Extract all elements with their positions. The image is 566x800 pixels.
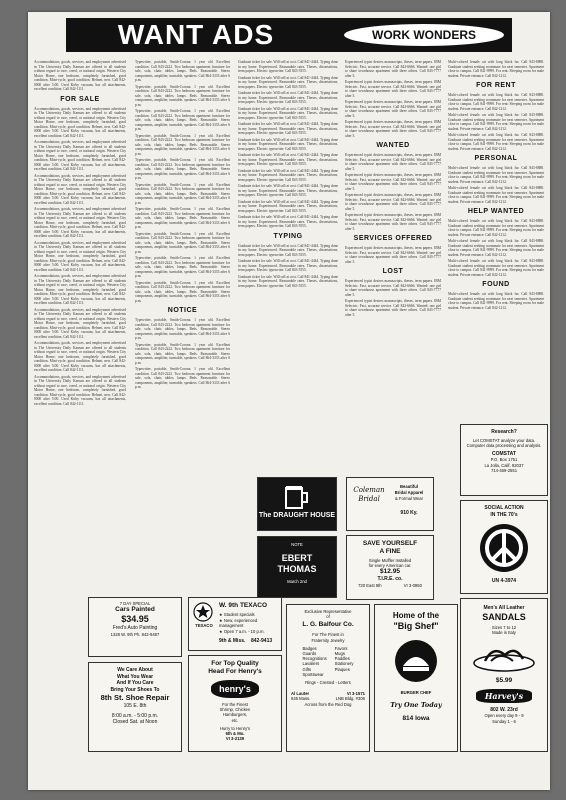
- column-text: Graduate ticket for sale. Will sell at cost. Call 841-4444. Typing done in my home. Experienced. Reasonable rates. Theses, dissertations, term papers. Electric typewriter. Call 843-5555.: [238, 168, 338, 182]
- column-text: Graduate ticket for sale. Will sell at cost. Call 841-4444. Typing done in my home. Experienced. Reasonable rates. Theses, dissertations, term papers. Electric typewriter. Call 843-5555.: [238, 137, 338, 151]
- column-text: Experienced typist desires manuscripts, theses, term papers. IBM Selectric. Fast, accurate service. Call 842-6666. Wanted: one girl to share townhouse apartment with three others. Call 843-7777 after 5.: [345, 246, 441, 264]
- column-text: Typewriter, portable, Smith-Corona. 1 year old. Excellent condition. Call 843-2222. Two bedroom apartment furniture for sale, sofa, chair, tables, lamps. Beds. Reasonable. Stereo components, amplifier, turntable, speakers. Call 864-3333 after 6 p.m.: [135, 182, 230, 205]
- ad-headline: SOCIAL ACTION: [484, 505, 524, 511]
- ad-cars-painted: [88, 597, 182, 657]
- column-text: Multi-colored female cat with long black fur. Call 843-8888. Graduate student seeking roommate for next semester. Apartment close to campus. Call 841-9999. For rent: Sleeping room for male student. Private entrance. Call 842-1212.: [448, 133, 544, 151]
- ad-address: 910 Ky.: [400, 510, 418, 516]
- ad-headline: Men's All Leather: [483, 605, 525, 611]
- column-text: Multi-colored female cat with long black fur. Call 843-8888. Graduate student seeking roommate for next semester. Apartment close to campus. Call 841-9999. For rent: Sleeping room for male student. Private entrance. Call 842-1212.: [448, 166, 544, 184]
- peace-symbol-icon: [478, 522, 530, 574]
- heading-typing: TYPING: [273, 232, 303, 240]
- ad-phone: 714-459-2551: [490, 467, 518, 473]
- ad-line: etc.: [231, 717, 239, 723]
- column-text: Multi-colored female cat with long black fur. Call 843-8888. Graduate student seeking roommate for next semester. Apartment close to campus. Call 841-9999. For rent: Sleeping room for male student. Private entrance. Call 842-1212.: [448, 239, 544, 257]
- column-text: Graduate ticket for sale. Will sell at cost. Call 841-4444. Typing done in my home. Experienced. Reasonable rates. Theses, dissertations, term papers. Electric typewriter. Call 843-5555.: [238, 153, 338, 166]
- heading-for-rent: FOR RENT: [476, 82, 516, 89]
- heading-notice: NOTICE: [167, 307, 198, 314]
- ad-line: Rings - Crested - Letters: [305, 680, 351, 686]
- column-text: Experienced typist desires manuscripts, theses, term papers. IBM Selectric. Fast, accurate service. Call 842-6666. Wanted: one girl to share townhouse apartment with three others. Call 843-7777 after 5.: [345, 153, 441, 171]
- column-text: Graduate ticket for sale. Will sell at cost. Call 841-4444. Typing done in my home. Experienced. Reasonable rates. Theses, dissertations, term papers. Electric typewriter. Call 843-5555.: [238, 259, 338, 272]
- product-item: Recognitions: [302, 656, 327, 662]
- column-text: Graduate ticket for sale. Will sell at cost. Call 841-4444. Typing done in my home. Experienced. Reasonable rates. Theses, dissertations, term papers. Electric typewriter. Call 843-5555.: [238, 243, 338, 257]
- ad-line: Cars Painted: [115, 606, 155, 614]
- ad-tire-co: [346, 535, 434, 600]
- ad-headline: Head For Henry's: [208, 668, 262, 675]
- ad-name: T.I.R.E. co.: [377, 576, 403, 583]
- henrys-logo: henry's: [211, 680, 259, 698]
- product-item: Lavaliers: [302, 661, 320, 667]
- ad-line: ★ Open 7 a.m. - 10 p.m.: [219, 629, 265, 634]
- column-text: Multi-colored female cat with long black fur. Call 843-8888. Graduate student seeking roommate for next semester. Apartment close to campus. Call 841-9999. For rent: Sleeping room for male student. Private entrance. Call 842-1212.: [448, 219, 544, 237]
- column-text: Graduate ticket for sale. Will sell at cost. Call 841-4444. Typing done in my home. Experienced. Reasonable rates. Theses, dissertations, term papers. Electric typewriter. Call 843-5555.: [238, 91, 338, 104]
- column-text: Graduate ticket for sale. Will sell at cost. Call 841-4444. Typing done in my home. Experienced. Reasonable rates. Theses, dissertations, term papers. Electric typewriter. Call 843-5555.: [238, 106, 338, 120]
- beer-mug-icon: [282, 484, 312, 510]
- ad-price: $5.99: [495, 676, 513, 684]
- want-ads-banner: [66, 18, 512, 52]
- ad-line: ★ New, experienced management: [219, 618, 258, 629]
- column-text: Accommodations, goods, services, and employment advertised in The University Daily Kansan are offered to all students without regard to race, creed, or national origin. Western City Motor Home, one bedroom, completely furnished, good condition. Mini-cycle, good condition. Helmet, new. Call 842-0000 after 5:00. Used Kirby vacuum, has all attachments, excellent condition. Call 842-1111.: [34, 341, 126, 372]
- column-text: Experienced typist desires manuscripts, theses, term papers. IBM Selectric. Fast, accurate service. Call 842-6666. Wanted: one girl to share townhouse apartment with three others. Call 843-7777 after 5.: [345, 213, 441, 231]
- ad-name: THOMAS: [277, 564, 317, 575]
- newspaper-page: [28, 12, 550, 790]
- column-text: Graduate ticket for sale. Will sell at cost. Call 841-4444. Typing done in my home. Experienced. Reasonable rates. Theses, dissertations, term papers. Electric typewriter. Call 843-5555.: [238, 215, 338, 228]
- ad-line: Fred's Auto Painting: [112, 625, 158, 632]
- ad-address: 6th & Mo.: [225, 731, 245, 737]
- heading-lost: LOST: [382, 268, 404, 275]
- ad-headline: SAVE YOURSELF: [362, 540, 418, 547]
- column-text: Multi-colored female cat with long black fur. Call 843-8888. Graduate student seeking roommate for next semester. Apartment close to campus. Call 841-9999. For rent: Sleeping room for male student. Private entrance. Call 842-1212.: [448, 259, 544, 277]
- ad-headline: For Top Quality: [211, 660, 259, 667]
- column-text: Typewriter, portable, Smith-Corona. 1 year old. Excellent condition. Call 843-2222. Two bedroom apartment furniture for sale, sofa, chair, tables, lamps. Beds. Reasonable. Stereo components, amplifier, turntable, speakers. Call 864-3333 after 6 p.m.: [135, 133, 230, 156]
- ad-line: Sizes 7 to 12: [491, 624, 517, 630]
- ad-line: For The Finest in: [312, 632, 344, 638]
- ad-line: Exclusive Representative: [304, 609, 352, 614]
- column-text: Typewriter, portable, Smith-Corona. 1 year old. Excellent condition. Call 843-2222. Two bedroom apartment furniture for sale, sofa, chair, tables, lamps. Beds. Reasonable. Stereo components, amplifier, turntable, speakers. Call 864-3333 after 6 p.m.: [135, 84, 230, 107]
- ad-headline: Home of the: [392, 611, 440, 620]
- column-text: Experienced typist desires manuscripts, theses, term papers. IBM Selectric. Fast, accurate service. Call 842-6666. Wanted: one girl to share townhouse apartment with three others. Call 843-7777 after 5.: [345, 60, 441, 78]
- ad-line: Bring Your Shoes To: [110, 686, 160, 693]
- column-text: Accommodations, goods, services, and employment advertised in The University Daily Kansan are offered to all students without regard to race, creed, or national origin. Western City Motor Home, one bedroom, completely furnished, good condition. Mini-cycle, good condition. Helmet, new. Call 842-0000 after 5:00. Used Kirby vacuum, has all attachments, excellent condition. Call 842-1111.: [34, 374, 126, 406]
- classifieds-column-2: [135, 60, 230, 389]
- sandal-icon: [471, 641, 537, 675]
- classifieds-column-3: [238, 60, 338, 470]
- ad-date: March 2nd: [287, 579, 307, 585]
- column-text: Typewriter, portable, Smith-Corona. 1 year old. Excellent condition. Call 843-2222. Two bedroom apartment furniture for sale, sofa, chair, tables, lamps. Beds. Reasonable. Stereo components, amplifier, turntable, speakers. Call 864-3333 after 6 p.m.: [135, 256, 230, 278]
- column-text: Experienced typist desires manuscripts, theses, term papers. IBM Selectric. Fast, accurate service. Call 842-6666. Wanted: one girl to share townhouse apartment with three others. Call 843-7777 after 5.: [345, 299, 441, 317]
- tire-contact: [347, 583, 433, 588]
- product-item: Paddles: [334, 656, 350, 662]
- product-item: Mugs: [334, 651, 345, 657]
- ad-line: 1328 W. 9th Ph. 842-9487: [110, 631, 160, 637]
- balfour-contact: [287, 685, 369, 696]
- texaco-brand: TEXACO: [195, 623, 213, 628]
- ad-address: 105 E. 8th: [123, 703, 147, 709]
- balfour-product-list: [287, 646, 369, 677]
- column-text: Graduate ticket for sale. Will sell at cost. Call 841-4444. Typing done in my home. Experienced. Reasonable rates. Theses, dissertations, term papers. Electric typewriter. Call 843-5555.: [238, 184, 338, 197]
- ad-price: $34.95: [121, 614, 149, 625]
- classifieds-column-1: [34, 60, 126, 406]
- banner-tag: WORK WONDERS: [344, 24, 504, 46]
- column-text: Graduate ticket for sale. Will sell at cost. Call 841-4444. Typing done in my home. Experienced. Reasonable rates. Theses, dissertations, term papers. Electric typewriter. Call 843-5555.: [238, 75, 338, 89]
- burger-chef-logo-icon: [393, 638, 439, 684]
- column-text: Experienced typist desires manuscripts, theses, term papers. IBM Selectric. Fast, accurate service. Call 842-6666. Wanted: one girl to share townhouse apartment with three others. Call 843-7777 after 5.: [345, 80, 441, 98]
- ad-line: What You Wear: [116, 673, 154, 680]
- product-item: Favors: [334, 645, 348, 651]
- column-text: Graduate ticket for sale. Will sell at cost. Call 841-4444. Typing done in my home. Experienced. Reasonable rates. Theses, dissertations, term papers. Electric typewriter. Call 843-5555.: [238, 122, 338, 135]
- column-text: Accommodations, goods, services, and employment advertised in The University Daily Kansan are offered to all students without regard to race, creed, or national origin. Western City Motor Home, one bedroom, completely furnished, good condition. Mini-cycle, good condition. Helmet, new. Call 842-0000 after 5:00. Used Kirby vacuum, has all attachments, excellent condition. Call 842-1111.: [34, 140, 126, 171]
- ad-comstat: [460, 424, 548, 496]
- ad-line: Let COMSTAT analyze your data.: [472, 437, 536, 443]
- ad-line: NOTE: [291, 542, 303, 547]
- column-text: Multi-colored female cat with long black fur. Call 843-8888. Graduate student seeking roommate for next semester. Apartment close to campus. Call 841-9999. For rent: Sleeping room for male student. Private entrance. Call 842-1212.: [448, 60, 544, 78]
- ad-line: Single Muffler Installed: [368, 558, 412, 563]
- heading-services-offered: SERVICES OFFERED: [353, 235, 433, 242]
- ad-line: And If You Care: [116, 680, 154, 686]
- ad-phone: VI 3-1571: [346, 691, 365, 697]
- column-text: Typewriter, portable, Smith-Corona. 1 year old. Excellent condition. Call 843-2222. Two bedroom apartment furniture for sale, sofa, chair, tables, lamps. Beds. Reasonable. Stereo components, amplifier, turntable, speakers. Call 864-3333 after 6 p.m.: [135, 109, 230, 131]
- ad-name: EBERT: [281, 553, 313, 564]
- ad-henrys: [188, 655, 282, 752]
- ad-hours: Open every day 9 - 9: [484, 713, 524, 719]
- ad-line: 7 DAY SPECIAL: [119, 601, 151, 606]
- column-text: Typewriter, portable, Smith-Corona. 1 year old. Excellent condition. Call 843-2222. Two bedroom apartment furniture for sale, sofa, chair, tables, lamps. Beds. Reasonable. Stereo components, amplifier, turntable, speakers. Call 864-3333 after 6 p.m.: [135, 318, 230, 340]
- ad-logo-text: BURGER CHEF: [400, 690, 432, 695]
- column-text: Graduate ticket for sale. Will sell at cost. Call 841-4444. Typing done in my home. Experienced. Reasonable rates. Theses, dissertations, term papers. Electric typewriter. Call 843-5555.: [238, 60, 338, 73]
- column-text: Accommodations, goods, services, and employment advertised in The University Daily Kansan are offered to all students without regard to race, creed, or national origin. Western City Motor Home, one bedroom, completely furnished, good condition. Mini-cycle, good condition. Helmet, new. Call 842-0000 after 5:00. Used Kirby vacuum, has all attachments, excellent condition. Call 842-1111.: [34, 307, 126, 339]
- column-text: Accommodations, goods, services, and employment advertised in The University Daily Kansan are offered to all students without regard to race, creed, or national origin. Western City Motor Home, one bedroom, completely furnished, good condition. Mini-cycle, good condition. Helmet, new. Call 842-0000 after 5:00. Used Kirby vacuum, has all attachments, excellent condition. Call 842-1111.: [34, 106, 126, 138]
- ad-line: ★ Student specials: [219, 612, 255, 617]
- column-text: Experienced typist desires manuscripts, theses, term papers. IBM Selectric. Fast, accurate service. Call 842-6666. Wanted: one girl to share townhouse apartment with three others. Call 843-7777 after 5.: [345, 279, 441, 297]
- product-item: Plaques: [334, 666, 350, 672]
- ad-address: 645 Mass.: [291, 696, 311, 702]
- ad-name: W. 9th TEXACO: [219, 602, 268, 609]
- product-item: Stationery: [334, 661, 354, 667]
- ad-headline: SANDALS: [482, 611, 526, 622]
- column-text: Experienced typist desires manuscripts, theses, term papers. IBM Selectric. Fast, accurate service. Call 842-6666. Wanted: one girl to share townhouse apartment with three others. Call 843-7777 after 5.: [345, 120, 441, 138]
- ad-line: Hamburgers,: [222, 712, 248, 718]
- ad-ebert-thomas: [257, 536, 337, 598]
- column-text: Experienced typist desires manuscripts, theses, term papers. IBM Selectric. Fast, accurate service. Call 842-6666. Wanted: one girl to share townhouse apartment with three others. Call 843-7777 after 5.: [345, 173, 441, 191]
- column-text: Accommodations, goods, services, and employment advertised in The University Daily Kansan are offered to all students without regard to race, creed, or national origin. Western City Motor Home, one bedroom, completely furnished, good condition. Mini-cycle, good condition. Helmet, new. Call 842-0000 after 5:00. Used Kirby vacuum, has all attachments, excellent condition. Call 842-1111.: [34, 173, 126, 205]
- ad-name: COMSTAT: [492, 450, 516, 457]
- heading-found: FOUND: [482, 281, 510, 288]
- ad-line: Closed Sat. at Noon: [112, 719, 158, 725]
- ad-name: L. G. Balfour Co.: [302, 621, 354, 629]
- ad-price: $12.95: [380, 568, 400, 576]
- column-text: Experienced typist desires manuscripts, theses, term papers. IBM Selectric. Fast, accurate service. Call 842-6666. Wanted: one girl to share townhouse apartment with three others. Call 843-7777 after 5.: [345, 193, 441, 211]
- ad-line: for every American car.: [368, 563, 412, 569]
- ad-line: & Formal Wear: [394, 496, 424, 501]
- ad-line: For the Finest: [222, 702, 248, 707]
- ad-phone: 842-9413: [251, 638, 273, 644]
- column-text: Graduate ticket for sale. Will sell at cost. Call 841-4444. Typing done in my home. Experienced. Reasonable rates. Theses, dissertations, term papers. Electric typewriter. Call 843-5555.: [238, 199, 338, 213]
- harveys-logo: Harvey's: [476, 689, 532, 703]
- ad-line: Beautiful: [400, 484, 418, 489]
- ad-big-shef: [374, 604, 458, 752]
- ad-line: Computer data processing and analysis.: [466, 442, 542, 448]
- ad-draught-house: [257, 477, 337, 531]
- heading-help-wanted: HELP WANTED: [467, 208, 525, 215]
- column-text: Multi-colored female cat with long black fur. Call 843-8888. Graduate student seeking roommate for next semester. Apartment close to campus. Call 841-9999. For rent: Sleeping room for male student. Private entrance. Call 842-1212.: [448, 292, 544, 310]
- ad-phone: VI 3-0950: [403, 582, 422, 588]
- ad-harveys-sandals: [460, 598, 548, 752]
- ad-line: Made in Italy: [492, 629, 516, 635]
- classifieds-column-5: [448, 60, 544, 432]
- ad-line: Try One Today: [390, 701, 442, 710]
- ad-line: Shrimp, Chicken: [219, 707, 251, 713]
- banner-title: WANT ADS: [117, 19, 275, 50]
- column-text: Multi-colored female cat with long black fur. Call 843-8888. Graduate student seeking roommate for next semester. Apartment close to campus. Call 841-9999. For rent: Sleeping room for male student. Private entrance. Call 842-1212.: [448, 186, 544, 204]
- ad-name: 8th St. Shoe Repair: [100, 693, 170, 702]
- ad-phone: VI 3-2139: [225, 736, 245, 742]
- ad-address: 802 W. 23rd: [490, 706, 518, 713]
- ad-line: Across from the Red Dog: [304, 701, 352, 707]
- ad-rep: Al Lauter: [291, 691, 310, 697]
- column-text: Experienced typist desires manuscripts, theses, term papers. IBM Selectric. Fast, accurate service. Call 842-6666. Wanted: one girl to share townhouse apartment with three others. Call 843-7777 after 5.: [345, 100, 441, 118]
- ad-name: The DRAUGHT HOUSE: [258, 512, 336, 519]
- ad-bridal: [346, 477, 434, 531]
- ad-headline: A FINE: [379, 548, 401, 555]
- product-item: Gifts: [302, 666, 312, 672]
- heading-for-sale: FOR SALE: [60, 95, 100, 103]
- ad-hours: 8:00 a.m. - 5:00 p.m.: [111, 712, 159, 719]
- ad-shoe-repair: [88, 662, 182, 752]
- column-text: Typewriter, portable, Smith-Corona. 1 year old. Excellent condition. Call 843-2222. Two bedroom apartment furniture for sale, sofa, chair, tables, lamps. Beds. Reasonable. Stereo components, amplifier, turntable, speakers. Call 864-3333 after 6 p.m.: [135, 60, 230, 82]
- classifieds-column-4: [345, 60, 441, 470]
- column-text: Accommodations, goods, services, and employment advertised in The University Daily Kansan are offered to all students without regard to race, creed, or national origin. Western City Motor Home, one bedroom, completely furnished, good condition. Mini-cycle, good condition. Helmet, new. Call 842-0000 after 5:00. Used Kirby vacuum, has all attachments, excellent condition. Call 842-1111.: [34, 60, 126, 91]
- column-text: Graduate ticket for sale. Will sell at cost. Call 841-4444. Typing done in my home. Experienced. Reasonable rates. Theses, dissertations, term papers. Electric typewriter. Call 843-5555.: [238, 274, 338, 288]
- heading-wanted: WANTED: [376, 142, 410, 149]
- bridal-logo: Coleman Bridal: [353, 486, 385, 503]
- ad-address: 814 Iowa: [402, 715, 430, 723]
- ad-address: 720 East 9th: [358, 582, 382, 588]
- column-text: Typewriter, portable, Smith-Corona. 1 year old. Excellent condition. Call 843-2222. Two bedroom apartment furniture for sale, sofa, chair, tables, lamps. Beds. Reasonable. Stereo components, amplifier, turntable, speakers. Call 864-3333 after 6 p.m.: [135, 367, 230, 389]
- texaco-star-icon: [193, 602, 213, 622]
- ad-hours: Sunday 1 - 6: [492, 718, 516, 724]
- ad-address: La Jolla, Calif. 92037: [484, 462, 524, 468]
- column-text: Typewriter, portable, Smith-Corona. 1 year old. Excellent condition. Call 843-2222. Two bedroom apartment furniture for sale, sofa, chair, tables, lamps. Beds. Reasonable. Stereo components, amplifier, turntable, speakers. Call 864-3333 after 6 p.m.: [135, 158, 230, 180]
- column-text: Typewriter, portable, Smith-Corona. 1 year old. Excellent condition. Call 843-2222. Two bedroom apartment furniture for sale, sofa, chair, tables, lamps. Beds. Reasonable. Stereo components, amplifier, turntable, speakers. Call 864-3333 after 6 p.m.: [135, 342, 230, 365]
- column-text: Typewriter, portable, Smith-Corona. 1 year old. Excellent condition. Call 843-2222. Two bedroom apartment furniture for sale, sofa, chair, tables, lamps. Beds. Reasonable. Stereo components, amplifier, turntable, speakers. Call 864-3333 after 6 p.m.: [135, 231, 230, 254]
- ad-line: of: [326, 614, 330, 620]
- column-text: Multi-colored female cat with long black fur. Call 843-8888. Graduate student seeking roommate for next semester. Apartment close to campus. Call 841-9999. For rent: Sleeping room for male student. Private entrance. Call 842-1212.: [448, 93, 544, 111]
- product-item: Badges: [302, 645, 317, 651]
- column-text: Accommodations, goods, services, and employment advertised in The University Daily Kansan are offered to all students without regard to race, creed, or national origin. Western City Motor Home, one bedroom, completely furnished, good condition. Mini-cycle, good condition. Helmet, new. Call 842-0000 after 5:00. Used Kirby vacuum, has all attachments, excellent condition. Call 842-1111.: [34, 274, 126, 305]
- ad-headline: IN THE 70's: [490, 511, 518, 518]
- column-text: Multi-colored female cat with long black fur. Call 843-8888. Graduate student seeking roommate for next semester. Apartment close to campus. Call 841-9999. For rent: Sleeping room for male student. Private entrance. Call 842-1212.: [448, 113, 544, 131]
- ad-social-action: [460, 500, 548, 594]
- product-item: Sportswear: [302, 671, 324, 677]
- product-item: Guards: [302, 651, 317, 657]
- column-text: Accommodations, goods, services, and employment advertised in The University Daily Kansan are offered to all students without regard to race, creed, or national origin. Western City Motor Home, one bedroom, completely furnished, good condition. Mini-cycle, good condition. Helmet, new. Call 842-0000 after 5:00. Used Kirby vacuum, has all attachments, excellent condition. Call 842-1111.: [34, 207, 126, 238]
- ad-texaco: [188, 597, 282, 651]
- ad-headline: Research?: [491, 429, 517, 435]
- ad-line: Bridal Apparel: [394, 490, 424, 495]
- ad-balfour: [286, 604, 370, 752]
- heading-personal: PERSONAL: [474, 155, 518, 162]
- column-text: Typewriter, portable, Smith-Corona. 1 year old. Excellent condition. Call 843-2222. Two bedroom apartment furniture for sale, sofa, chair, tables, lamps. Beds. Reasonable. Stereo components, amplifier, turntable, speakers. Call 864-3333 after 6 p.m.: [135, 207, 230, 229]
- ad-address: LNB Bldg. #306: [335, 696, 365, 702]
- ad-line: We Care About: [117, 667, 153, 673]
- column-text: Accommodations, goods, services, and employment advertised in The University Daily Kansan are offered to all students without regard to race, creed, or national origin. Western City Motor Home, one bedroom, completely furnished, good condition. Mini-cycle, good condition. Helmet, new. Call 842-0000 after 5:00. Used Kirby vacuum, has all attachments, excellent condition. Call 842-1111.: [34, 240, 126, 272]
- ad-address: 9th & Miss.: [219, 638, 246, 644]
- ad-address: P.O. Box 1751: [490, 457, 518, 463]
- column-text: Typewriter, portable, Smith-Corona. 1 year old. Excellent condition. Call 843-2222. Two bedroom apartment furniture for sale, sofa, chair, tables, lamps. Beds. Reasonable. Stereo components, amplifier, turntable, speakers. Call 864-3333 after 6 p.m.: [135, 280, 230, 303]
- ad-phone: UN 4-3974: [491, 578, 517, 584]
- ad-headline: "Big Shef": [393, 621, 439, 631]
- ad-line: Fraternity Jewelry: [311, 637, 345, 643]
- ad-line: Hurry to Henry's: [219, 725, 251, 731]
